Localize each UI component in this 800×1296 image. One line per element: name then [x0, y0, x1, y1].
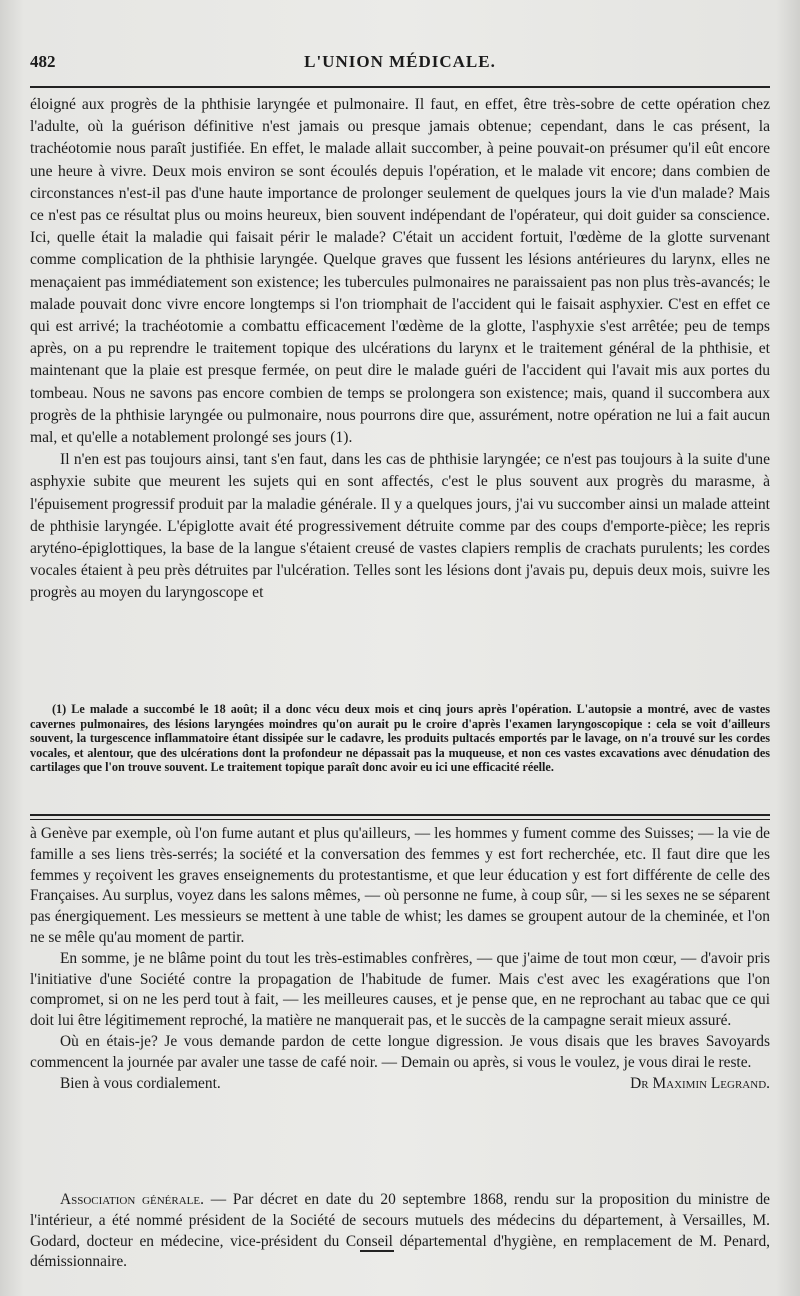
feuilleton-paragraph: En somme, je ne blâme point du tout les très-estimables confrères, — que j'aime de tout mon cœur, — d'avoir pris l'initiative d'une Société contre la propagation de l'habitude de fumer. Mais c'est avec les exagérations que l'on compromet, si on ne les perd tout à fait, — les meilleures causes, et je pense que, en ne reprochant au tabac que ce qui doit lui être légitimement reproché, la matière ne manquerait pas, et le succès de la campagne serait mieux assuré.	[30, 949, 770, 1030]
article-paragraph: Il n'en est pas toujours ainsi, tant s'en faut, dans les cas de phthisie laryngée; ce n'est pas toujours à la suite d'une asphyxie subite que meurent les sujets qui en sont affectés, c'est le plus souvent aux progrès du marasme, à l'épuisement progressif produit par la maladie générale. Il y a quelques jours, j'ai vu succomber ainsi un malade atteint de phthisie laryngée. L'épiglotte avait été progressivement détruite comme par des coups d'emporte-pièce; les repris aryténo-épiglottiques, la base de la langue s'étaient creusé de vastes clapiers remplis de crachats purulents; les cordes vocales étaient à peu près détruites par l'ulcération. Telles sont les lésions dont j'avais pu, depuis deux mois, suivre les progrès au moyen du laryngoscope et	[30, 451, 770, 602]
page-header	[30, 52, 770, 82]
feuilleton	[30, 824, 770, 1094]
running-title: L'UNION MÉDICALE.	[304, 52, 496, 71]
association-label: Association générale.	[60, 1191, 204, 1208]
feuilleton-paragraph: à Genève par exemple, où l'on fume autant et plus qu'ailleurs, — les hommes y fument comme des Suisses; — la vie de famille a ses liens très-serrés; la société et la conversation des femmes y est fort recherchée, etc. Il faut dire que les femmes y reçoivent les graves enseignements du protestantisme, et que leur éducation y est fort différente de celle des Françaises. Au surplus, voyez dans les salons mêmes, — où personne ne fume, à coup sûr, — si les sexes ne se séparent pas énergiquement. Les messieurs se mettent à une table de whist; les dames se groupent autour de la cheminée, et l'on ne se mêle qu'au moment de partir.	[30, 825, 770, 946]
footnote	[30, 702, 770, 775]
feuilleton-rule-inner	[30, 819, 770, 820]
association-text: — Par décret en date du 20 septembre 1868, rendu sur la proposition du ministre de l'intérieur, a été nommé président de la Société de secours mutuels des médecins du département, à Versailles, M. Godard, docteur en médecine, vice-président du Conseil départemental d'hygiène, en remplacement de M. Penard, démissionnaire.	[30, 1191, 770, 1271]
end-rule	[360, 1250, 394, 1252]
article-paragraph: éloigné aux progrès de la phthisie laryngée et pulmonaire. Il faut, en effet, être très-sobre de cette opération chez l'adulte, où la guérison définitive n'est jamais ou presque jamais obtenue; cependant, dans le cas présent, la trachéotomie nous paraît justifiée. En effet, le malade allait succomber, à peine pouvait-on présumer qu'il eût encore une heure à vivre. Deux mois environ se sont écoulés depuis l'opération, et le malade vit encore; dans combien de circonstances n'est-il pas d'une haute importance de prolonger seulement de quelques jours la vie d'un malade? Mais ce n'est pas ce résultat plus ou moins heureux, bien souvent indépendant de l'opérateur, qui doit guider sa conscience. Ici, quelle était la maladie qui faisait périr le malade? C'était un accident fortuit, l'œdème de la glotte survenant comme complication de la phthisie laryngée. Quelque graves que fussent les lésions antérieures du larynx, elles ne menaçaient pas immédiatement son existence; les tubercules pulmonaires ne paraissaient pas non plus très-avancés; le malade pouvait donc vivre encore longtemps si l'on triomphait de l'accident qui le faisait asphyxier. C'est en effet ce qui est arrivé; la trachéotomie a combattu efficacement l'œdème de la glotte, l'asphyxie s'est arrêtée; peu de temps après, on a pu reprendre le traitement topique des ulcérations du larynx et le traitement général de la phthisie, et maintenant que la plaie est presque fermée, on peut dire le malade guéri de l'accident qui l'avait mis aux portes du tombeau. Nous ne savons pas encore combien de temps se prolongera son existence; mais, quand il succombera aux progrès de la phthisie laryngée ou pulmonaire, nous pourrons dire que, assurément, notre opération ne lui a fait aucun mal, et qu'elle a notablement prolongé ses jours (1).	[30, 96, 770, 447]
closing-line	[30, 1074, 770, 1095]
signature: Dr Maximin Legrand.	[630, 1074, 770, 1092]
association-notice	[30, 1190, 770, 1273]
main-article	[30, 94, 770, 605]
header-rule	[30, 86, 770, 88]
feuilleton-rule	[30, 814, 770, 816]
footnote-text: (1) Le malade a succombé le 18 août; il a donc vécu deux mois et cinq jours après l'opération. L'autopsie a montré, avec de vastes cavernes pulmonaires, des lésions laryngées moindres qu'on aurait pu le croire d'après l'examen laryngoscopique : cela se voit d'ailleurs souvent, la turgescence inflammatoire étant dissipée sur le cadavre, les produits pultacés emportés par le lavage, on n'a trouvé sur les cordes vocales, et alentour, que des ulcérations dont la profondeur ne dépassait pas la muqueuse, et non ces vastes excavations avec dénudation des cartilages que l'on trouve souvent. Le traitement topique paraît donc avoir eu ici une efficacité réelle.	[30, 702, 770, 775]
page-number: 482	[30, 52, 56, 71]
closing-text: Bien à vous cordialement.	[60, 1074, 221, 1092]
feuilleton-paragraph: Où en étais-je? Je vous demande pardon de cette longue digression. Je vous disais que les braves Savoyards commencent la journée par avaler une tasse de café noir. — Demain ou après, si vous le voulez, je vous dirai le reste.	[30, 1032, 770, 1071]
